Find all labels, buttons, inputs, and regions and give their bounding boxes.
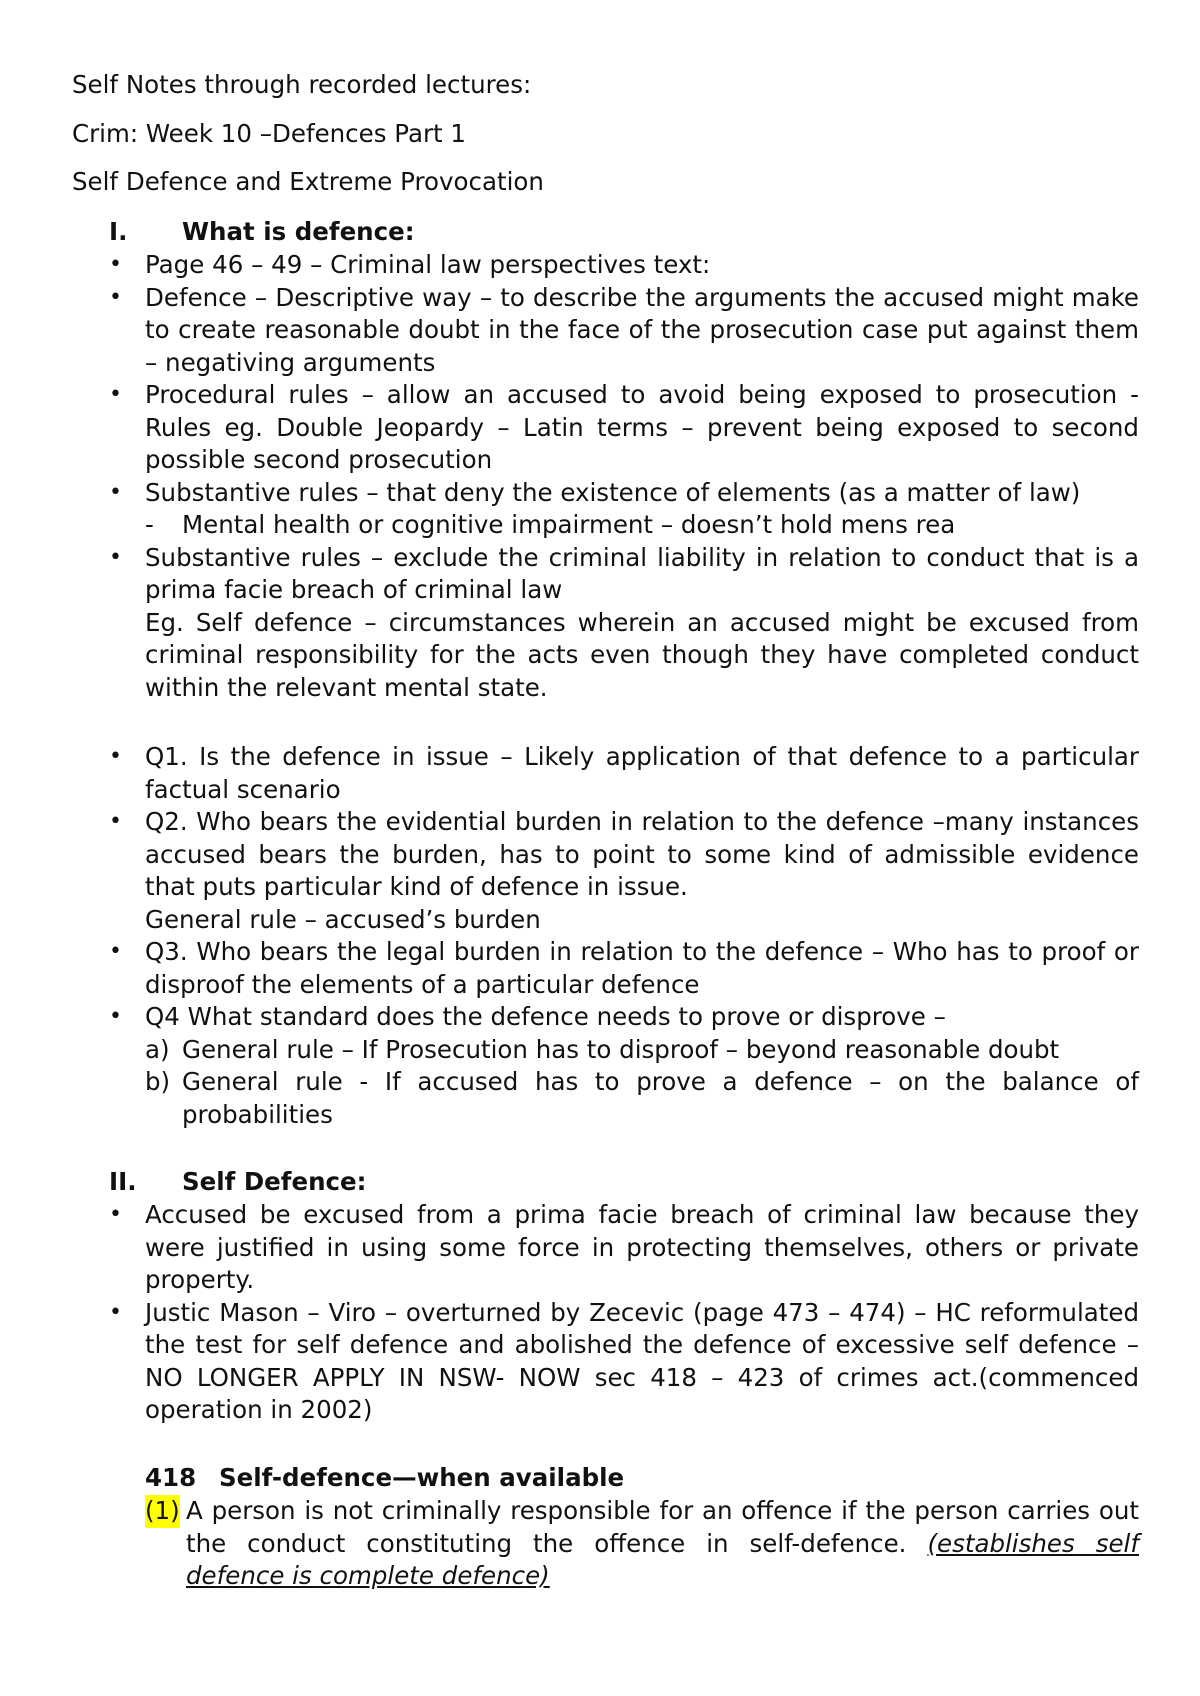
list-item: • Q4 What standard does the defence needs to prove or disprove – (109, 1001, 1139, 1034)
statute-section-heading (145, 1462, 624, 1495)
general-rule-text: General rule – accused’s burden (145, 904, 541, 934)
statute-section-number: 418 (145, 1463, 197, 1492)
notes-title: Self Notes through recorded lectures: (72, 70, 532, 99)
list-item: • Substantive rules – exclude the criminal liability in relation to conduct that is a prima facie breach of criminal law (109, 542, 1139, 607)
section-1-list (109, 249, 1139, 704)
questions-list (109, 741, 1139, 1131)
section-2-list (109, 1199, 1139, 1427)
section-2-title: Self Defence: (182, 1167, 367, 1196)
sub-list-item: a) General rule – If Prosecution has to disproof – beyond reasonable doubt (145, 1034, 1060, 1064)
section-1-heading (109, 216, 415, 249)
section-1-number: I. (109, 217, 128, 246)
list-item: • Accused be excused from a prima facie breach of criminal law because they were justified in using some force in protecting themselves, others or private property. (109, 1199, 1139, 1297)
subsection-marker-highlight: (1) (145, 1495, 180, 1528)
list-item: • Substantive rules – that deny the existence of elements (as a matter of law) (109, 477, 1139, 510)
subsection-text: A person is not criminally responsible for an offence if the person carries out the conduct constituting the offence in self-defence. (186, 1496, 1139, 1558)
statute-subsection-1 (145, 1495, 1139, 1593)
example-text: Eg. Self defence – circumstances wherein an accused might be excused from criminal responsibility for the acts even though they have completed conduct within the relevant mental state. (145, 607, 1139, 702)
sub-list-item: b) General rule - If accused has to prove a defence – on the balance of probabilities (145, 1067, 1139, 1129)
list-item: • Page 46 – 49 – Criminal law perspectives text: (109, 249, 1139, 282)
subsection-note: (establishes self defence is complete defence) (186, 1528, 1139, 1590)
list-item: • Q1. Is the defence in issue – Likely application of that defence to a particular factual scenario (109, 741, 1139, 806)
list-item: • Q2. Who bears the evidential burden in relation to the defence –many instances accused bears the burden, has to point to some kind of admissible evidence that puts particular kind of defence in issue. (109, 806, 1139, 904)
section-1-title: What is defence: (182, 217, 415, 246)
section-2-heading (109, 1166, 366, 1199)
topic-title: Self Defence and Extreme Provocation (72, 167, 544, 196)
sub-list-item: - Mental health or cognitive impairment – doesn’t hold mens rea (145, 510, 956, 539)
section-2-number: II. (109, 1167, 137, 1196)
list-item: • Defence – Descriptive way – to describe the arguments the accused might make to create reasonable doubt in the face of the prosecution case put against them – negativing arguments (109, 282, 1139, 380)
list-item: • Procedural rules – allow an accused to avoid being exposed to prosecution - Rules eg. Double Jeopardy – Latin terms – prevent being exposed to second possible second prosecution (109, 379, 1139, 477)
week-title: Crim: Week 10 –Defences Part 1 (72, 119, 467, 148)
statute-section-title: Self-defence—when available (219, 1463, 625, 1492)
list-item: • Q3. Who bears the legal burden in relation to the defence – Who has to proof or disproof the elements of a particular defence (109, 936, 1139, 1001)
list-item: • Justic Mason – Viro – overturned by Zecevic (page 473 – 474) – HC reformulated the test for self defence and abolished the defence of excessive self defence – NO LONGER APPLY IN NSW- NOW sec 418 – 423 of crimes act.(commenced operation in 2002) (109, 1297, 1139, 1427)
